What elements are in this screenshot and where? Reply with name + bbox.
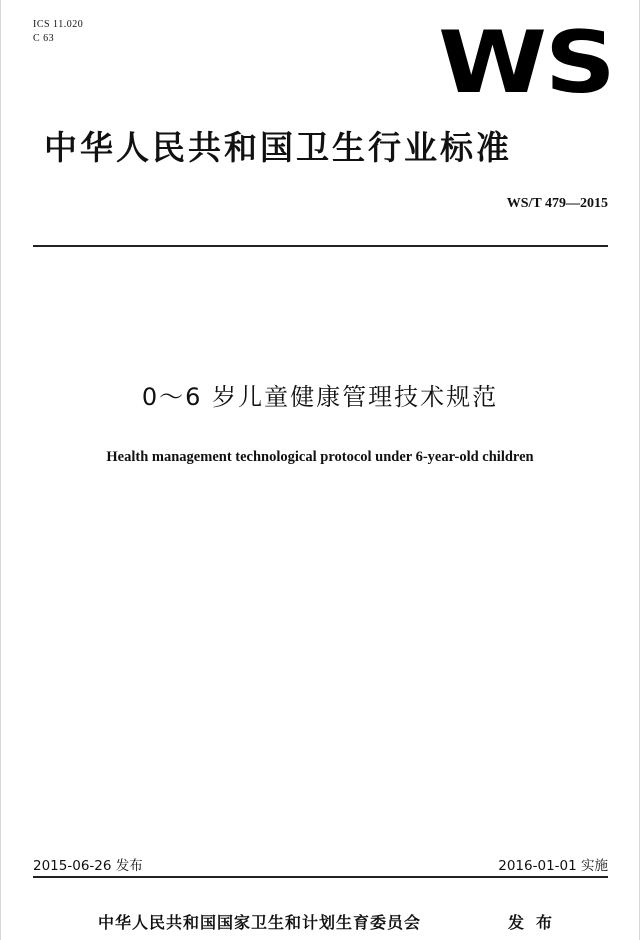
document-title-chinese: 0～6 岁儿童健康管理技术规范 [141,383,499,411]
implementation-date: 2016-01-01 实施 [498,858,608,874]
header-divider [33,245,608,247]
ics-code: ICS 11.020 [33,19,84,30]
issue-date: 2015-06-26 发布 [33,858,143,874]
document-title-english: Health management technological protocol under 6-year-old children [106,449,534,465]
issuing-authority: 中华人民共和国国家卫生和计划生育委员会 [98,913,422,932]
page-edge-left [0,0,1,940]
ccs-code: C 63 [33,33,55,44]
footer-divider [33,876,608,878]
standard-number: WS/T 479—2015 [506,196,608,211]
issue-label: 发布 [508,913,565,932]
classification-codes [33,18,83,46]
industry-standard-title: 中华人民共和国卫生行业标准 [44,128,512,167]
ws-logo: WS [438,13,614,113]
